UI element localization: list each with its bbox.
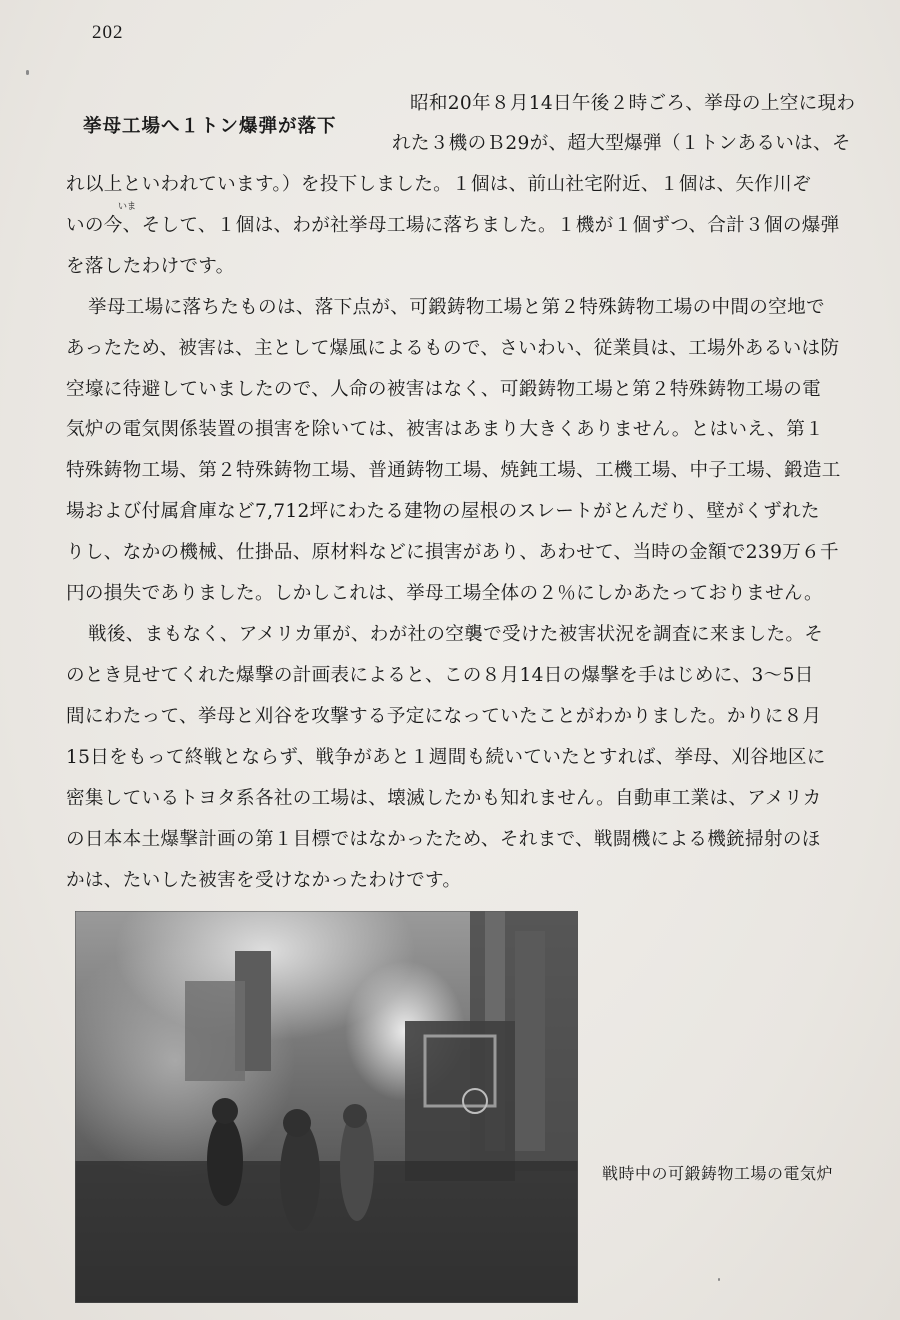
body-line: りし、なかの機械、仕掛品、原材料などに損害があり、あわせて、当時の金額で239万６千 xyxy=(66,542,839,563)
section-heading: 挙母工場へ１トン爆弾が落下 xyxy=(83,116,337,137)
body-line: 戦後、まもなく、アメリカ軍が、わが社の空襲で受けた被害状況を調査に来ました。そ xyxy=(88,624,824,645)
body-line: 空壕に待避していましたので、人命の被害はなく、可鍛鋳物工場と第２特殊鋳物工場の電 xyxy=(66,379,822,400)
body-line: のとき見せてくれた爆撃の計画表によると、この８月14日の爆撃を手はじめに、3～5日 xyxy=(66,665,814,686)
body-line: 特殊鋳物工場、第２特殊鋳物工場、普通鋳物工場、焼鈍工場、工機工場、中子工場、鍛造工 xyxy=(66,460,841,481)
body-line: 密集しているトヨタ系各社の工場は、壊滅したかも知れません。自動車工業は、アメリカ xyxy=(66,788,822,809)
factory-photo xyxy=(75,911,578,1303)
body-line: 昭和20年８月14日午後２時ごろ、挙母の上空に現わ xyxy=(410,93,856,114)
paper-speck xyxy=(718,1278,720,1281)
body-line: れ以上といわれています。）を投下しました。１個は、前山社宅附近、１個は、矢作川ぞ xyxy=(66,174,811,195)
body-line: 場および付属倉庫など7,712坪にわたる建物の屋根のスレートがとんだり、壁がくずれた xyxy=(66,501,820,522)
furnace-scene-illustration xyxy=(75,911,578,1303)
body-line: 15日をもって終戦とならず、戦争があと１週間も続いていたとすれば、挙母、刈谷地区に xyxy=(66,747,826,768)
body-line: れた３機のＢ29が、超大型爆弾（１トンあるいは、そ xyxy=(392,133,851,154)
body-line: 挙母工場に落ちたものは、落下点が、可鍛鋳物工場と第２特殊鋳物工場の中間の空地で xyxy=(88,297,825,318)
body-line: 気炉の電気関係装置の損害を除いては、被害はあまり大きくありません。とはいえ、第１ xyxy=(66,419,824,440)
body-line: 円の損失でありました。しかしこれは、挙母工場全体の２％にしかあたっておりません。 xyxy=(66,583,823,604)
body-line: を落したわけです。 xyxy=(66,256,235,277)
body-line: いの今、そして、１個は、わが社挙母工場に落ちました。１機が１個ずつ、合計３個の爆弾 xyxy=(66,215,840,236)
body-line: かは、たいした被害を受けなかったわけです。 xyxy=(66,870,462,891)
photo-caption: 戦時中の可鍛鋳物工場の電気炉 xyxy=(602,1164,834,1183)
page-number: 202 xyxy=(92,22,124,43)
ruby-annotation: いま xyxy=(118,202,137,212)
body-line: の日本本土爆撃計画の第１目標ではなかったため、それまで、戦闘機による機銃掃射のほ xyxy=(66,829,821,850)
body-line: あったため、被害は、主として爆風によるもので、さいわい、従業員は、工場外あるいは防 xyxy=(66,338,840,359)
paper-speck xyxy=(26,70,29,75)
body-line: 間にわたって、挙母と刈谷を攻撃する予定になっていたことがわかりました。かりに８月 xyxy=(66,706,822,727)
